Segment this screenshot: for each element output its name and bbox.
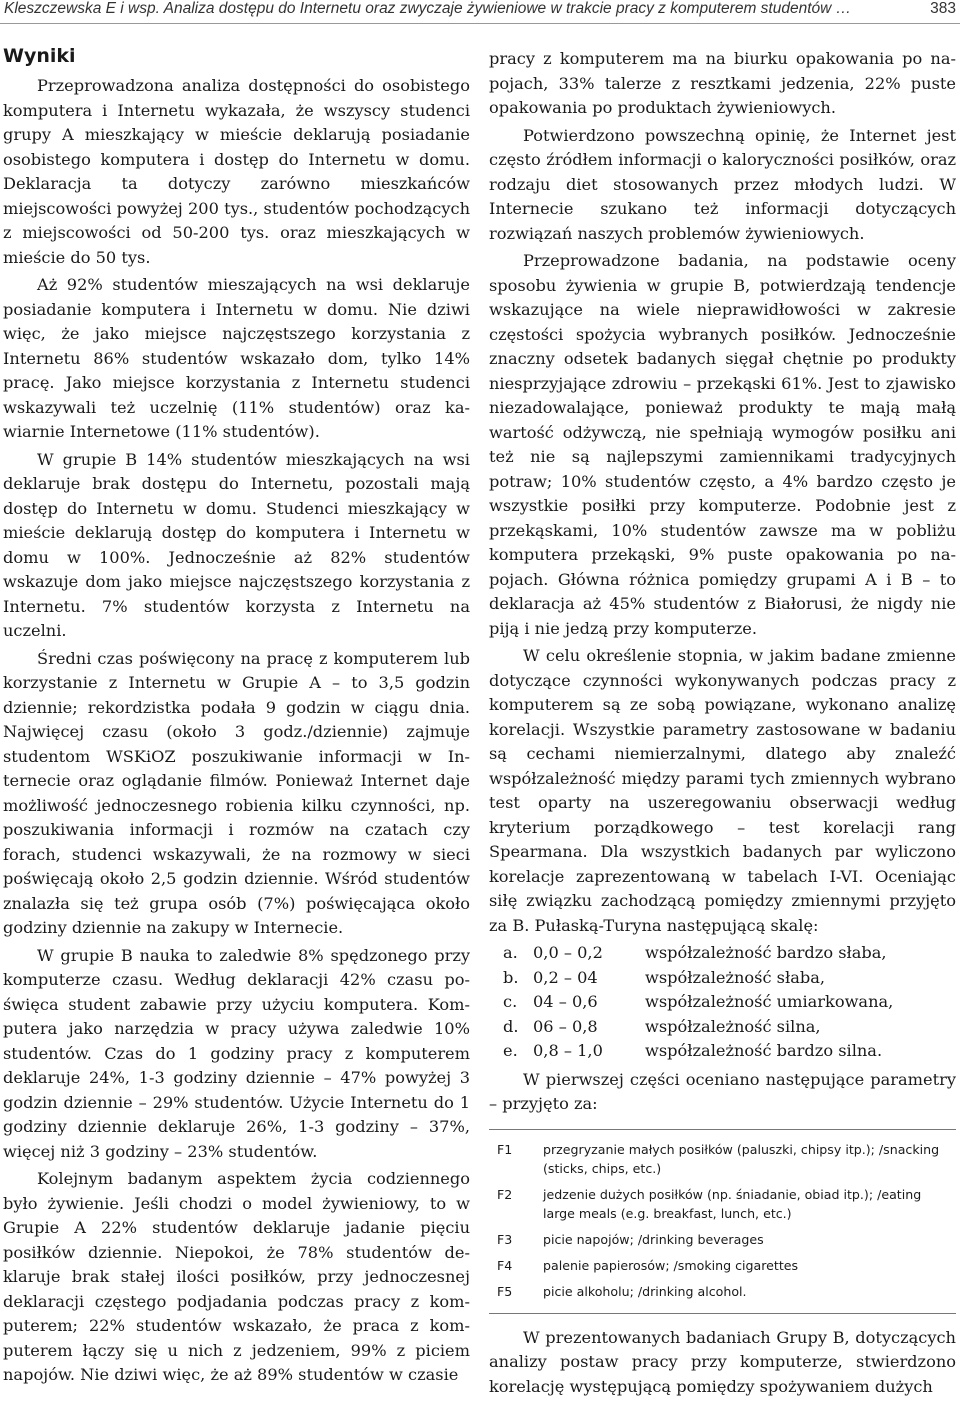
paragraph: Potwierdzono powszechną opinię, że Internet jest często źródłem informacji o kaloryczności posiłków, oraz rodzaju diet stosowanych przez młodych ludzi. W Internecie szukano też informacji dotyczących rozwiązań naszych problemów żywieniowych. [489, 125, 956, 243]
paragraph: Kolejnym badanym aspektem życia codziennego było żywienie. Jeśli chodzi o model żywieniowy, to w Grupie A 22% studentów deklaruje jadanie pięciu posiłków dziennie. Niepokoi, że 78% studentów deklaruje brak stałej ilości posiłków, przy jednoczesnej deklaracji częstego podjadania podczas pracy z komputerem; 22% studentów wskazało, że praca z komputerem łączy się u nich z jedzeniem, 99% z piciem napojów. Nie dziwi więc, że aż 89% studentów w czasie [3, 1169, 470, 1384]
variable-definitions [489, 1129, 956, 1301]
right-column [489, 47, 956, 1402]
scale-range: 06 – 0,8 [533, 1016, 598, 1036]
definition-code: F3 [497, 1231, 513, 1247]
paragraph: W grupie B nauka to zaledwie 8% spędzonego przy komputerze czasu. Według deklaracji 42% czasu poświęca student zabawie przy użyciu komputera. Komputera jako narzędzia w pracy używa zaledwie 10% studentów. Czas do 1 godziny pracy z komputerem deklaruje 24%, 1-3 godziny dziennie – 47% powyżej 3 godzin dziennie – 29% studentów. Użycie Internetu do 1 godziny dziennie deklaruje 26%, 1-3 godziny – 37%, więcej niż 3 godziny – 23% studentów. [3, 945, 470, 1161]
paragraph: Średni czas poświęcony na pracę z komputerem lub korzystanie z Internetu w Grupie A – to 3,5 godzin dziennie; rekordzistka podała 9 godzin w ciągu dnia. Najwięcej czasu (około 3 godz./dziennie) zajmuje studentom WSKiOZ poszukiwanie informacji w Internecie oraz oglądanie filmów. Ponieważ Internet daje możliwość jednoczesnego robienia kilku czynności, np. poszukiwania informacji i rozmów na czatach czy forach, studenci wskazywali, że na rozmowy w sieci poświęcają około 2,5 godzin dziennie. Wśród studentów znalazła się też grupa osób (7%) poświęcająca około godziny dziennie na zakupy w Internecie. [3, 648, 470, 937]
scale-letter: e. [503, 1041, 518, 1060]
scale-letter: c. [503, 992, 518, 1011]
paragraph: W grupie B 14% studentów mieszkających na wsi deklaruje brak dostępu do Internetu, pozostali mają dostęp do Internetu w domu. Studenci mieszkający w mieście deklarują dostęp do komputera i Internetu w domu w 100%. Jednocześnie aż 82% studentów wskazuje dom jako miejsce najczęstszego korzystania z Internetu. 7% studentów korzysta z Internetu na uczelni. [3, 449, 470, 640]
running-header [0, 0, 960, 22]
page-number: 383 [930, 0, 956, 17]
definition-row [489, 1282, 956, 1301]
correlation-scale-list [489, 941, 956, 1064]
definition-text: palenie papierosów; /smoking cigarettes [543, 1257, 799, 1273]
scale-item [489, 1015, 956, 1040]
header-rule [0, 23, 960, 24]
scale-range: 0,2 – 04 [533, 967, 598, 987]
definition-row [489, 1185, 956, 1223]
definition-text: picie napojów; /drinking beverages [543, 1231, 764, 1247]
definition-code: F5 [497, 1283, 513, 1299]
scale-letter: d. [503, 1016, 519, 1036]
running-title: Kleszczewska E i wsp. Analiza dostępu do Internetu oraz zwyczaje żywieniowe w trakcie pracy z komputerem studentów … [4, 0, 852, 17]
definition-row [489, 1256, 956, 1275]
paragraph: pracy z komputerem ma na biurku opakowania po napojach, 33% talerze z resztkami jedzenia, 22% puste opakowania po produktach żywieniowych. [489, 49, 956, 117]
scale-range: 0,0 – 0,2 [533, 943, 603, 962]
scale-label: współzależność bardzo silna. [645, 1041, 883, 1060]
scale-range: 04 – 0,6 [533, 992, 598, 1011]
scale-label: współzależność bardzo słaba, [645, 943, 887, 962]
paragraph: W celu określenie stopnia, w jakim badane zmienne dotyczące czynności wykonywanych podczas pracy z komputerem są ze sobą powiązane, wykonano analizę korelacji. Wszystkie parametry zastosowane w badaniu są cechami niemierzalnymi, dlatego aby znaleźć współzależność między parami tych zmiennych wybrano test oparty na uszeregowaniu obserwacji według kryterium porządkowego – test korelacji rang Spearmana. Dla wszystkich badanych par wyliczono korelacje zaprezentowaną w tabelach I-VI. Oceniając siłę związku zachodzącą pomiędzy zmiennymi przyjęto za B. Pułaską-Turyna następującą skalę: [489, 646, 956, 935]
paragraph: Przeprowadzone badania, na podstawie oceny sposobu żywienia w grupie B, potwierdzają tendencje wskazujące na wiele nieprawidłowości w zakresie częstości spożycia wybranych posiłków. Jednocześnie znaczny odsetek badanych sięgał chętnie po produkty niesprzyjające zdrowiu – przekąski 61%. Jest to zjawisko niezadowalające, ponieważ produkty te mają małą wartość odżywczą, nie spełniają wymogów posiłku ani też nie są najlepszymi zamiennikami tradycyjnych potraw; 10% studentów często, a 4% bardzo często je wszystkie posiłki przy komputerze. Podobnie jest z przekąskami, 10% studentów zawsze ma w pobliżu komputera przekąski, 9% puste opakowania po napojach. Główna różnica pomiędzy grupami A i B – to deklaracja aż 45% studentów z Białorusi, że nigdy nie piją i nie jedzą przy komputerze. [489, 251, 956, 638]
left-column [3, 44, 470, 1391]
definition-code: F1 [497, 1141, 513, 1157]
scale-label: współzależność umiarkowana, [645, 992, 894, 1011]
definitions-rule [489, 1313, 956, 1314]
definition-code: F2 [497, 1186, 513, 1202]
paragraph: Przeprowadzona analiza dostępności do osobistego komputera i Internetu wykazała, że wszyscy studenci grupy A mieszkający w mieście deklarują posiadanie osobistego komputera i dostęp do Internetu w domu. Deklaracja ta dotyczy zarówno mieszkańców miejscowości powyżej 200 tys., studentów pochodzących z miejscowości od 50-200 tys. oraz mieszkających w mieście do 50 tys. [3, 76, 470, 267]
paragraph: Aż 92% studentów mieszających na wsi deklaruje posiadanie komputera i Internetu w domu. Nie dziwi więc, że jako miejsce najczęstszego korzystania z Internetu 86% studentów wskazało dom, tylko 14% pracę. Jako miejsce korzystania z Internetu studenci wskazywali też uczelnię (11% studentów) oraz kawiarnie Internetowe (11% studentów). [3, 275, 470, 441]
scale-letter: b. [503, 967, 519, 987]
definition-row [489, 1140, 956, 1178]
section-heading: Wyniki [3, 45, 76, 67]
scale-label: współzależność silna, [645, 1016, 821, 1036]
paragraph: W pierwszej części oceniano następujące parametry – przyjęto za: [489, 1069, 956, 1113]
definition-text: jedzenie dużych posiłków (np. śniadanie, obiad itp.); /eating large meals (e.g. breakfast, lunch, etc.) [543, 1186, 922, 1221]
definition-text: picie alkoholu; /drinking alcohol. [543, 1283, 747, 1299]
paragraph: W prezentowanych badaniach Grupy B, dotyczących analizy postaw pracy przy komputerze, stwierdzono korelację występującą pomiędzy spożywaniem dużych [489, 1327, 956, 1396]
scale-item [489, 990, 956, 1015]
scale-item [489, 941, 956, 966]
scale-letter: a. [503, 943, 518, 962]
definition-text: przegryzanie małych posiłków (paluszki, chipsy itp.); /snacking (sticks, chips, etc.) [543, 1141, 940, 1176]
scale-label: współzależność słaba, [645, 967, 826, 987]
scale-item [489, 1039, 956, 1064]
definition-code: F4 [497, 1257, 513, 1273]
scale-item [489, 966, 956, 991]
scale-range: 0,8 – 1,0 [533, 1041, 603, 1060]
definition-row [489, 1230, 956, 1249]
